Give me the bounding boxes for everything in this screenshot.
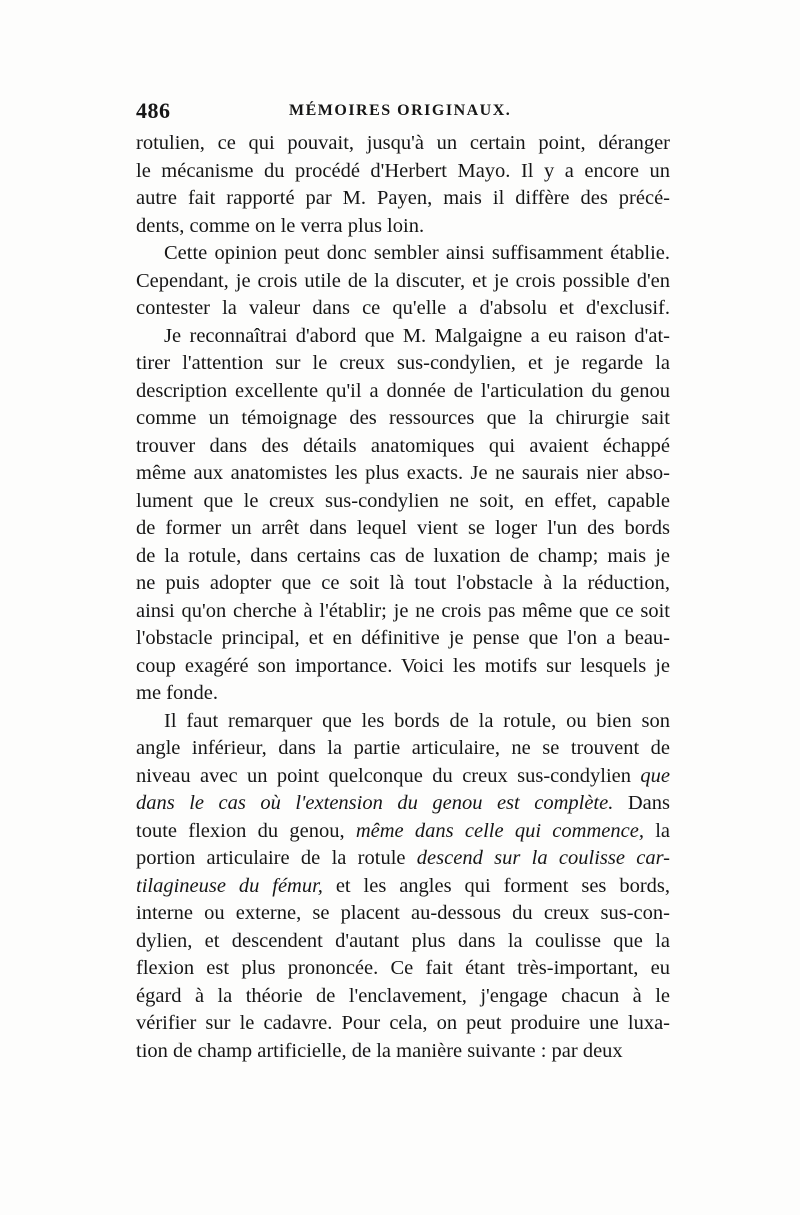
text-line <box>136 790 670 818</box>
text-line <box>136 735 670 763</box>
text-segment: Il faut remarquer que les bords de la rotule, ou bien son <box>164 709 670 732</box>
text-line <box>136 1010 670 1038</box>
text-segment: l'obstacle principal, et en définitive je pense que l'on a beau- <box>136 627 670 649</box>
text-segment: Dans <box>613 792 670 814</box>
text-segment: me fonde. <box>136 682 218 704</box>
text-line <box>136 130 670 158</box>
text-segment: vérifier sur le cadavre. Pour cela, on peut produire une luxa- <box>136 1012 670 1034</box>
text-segment: comme un témoignage des ressources que la chirurgie sait <box>136 407 670 429</box>
text-line <box>136 488 670 516</box>
page-number: 486 <box>136 98 171 123</box>
text-segment: autre fait rapporté par M. Payen, mais il diffère des précé- <box>136 187 670 209</box>
text-line <box>136 213 670 241</box>
text-line <box>136 433 670 461</box>
italic-text: tilagineuse du fémur, <box>136 874 323 897</box>
text-line <box>136 653 670 681</box>
text-line <box>136 323 670 351</box>
text-line <box>136 268 670 296</box>
text-line <box>136 378 670 406</box>
text-segment: lument que le creux sus-condylien ne soit, en effet, capable <box>136 489 670 512</box>
body-text <box>136 130 670 1065</box>
text-line <box>136 185 670 213</box>
text-segment: interne ou externe, se placent au-dessous du creux sus-con- <box>136 902 670 924</box>
text-line <box>136 763 670 791</box>
text-segment: la <box>643 819 671 842</box>
text-segment: de la rotule, dans certains cas de luxation de champ; mais je <box>136 544 670 567</box>
text-line <box>136 515 670 543</box>
text-line <box>136 873 670 901</box>
running-title: MÉMOIRES ORIGINAUX. <box>289 102 512 119</box>
text-line <box>136 900 670 928</box>
text-line <box>136 158 670 186</box>
text-line <box>136 1038 670 1066</box>
text-line <box>136 845 670 873</box>
text-segment: contester la valeur dans ce qu'elle a d'absolu et d'exclusif. <box>136 297 670 319</box>
text-segment: le mécanisme du procédé d'Herbert Mayo. Il y a encore un <box>136 159 670 182</box>
text-segment: Cependant, je crois utile de la discuter, et je crois possible d'en <box>136 269 670 292</box>
text-line <box>136 405 670 433</box>
text-segment: flexion est plus prononcée. Ce fait étant très-important, eu <box>136 957 670 979</box>
text-line <box>136 625 670 653</box>
text-segment: tion de champ artificielle, de la manière suivante : par deux <box>136 1039 623 1062</box>
text-segment: dents, comme on le verra plus loin. <box>136 214 425 237</box>
text-segment: description excellente qu'il a donnée de l'articulation du genou <box>136 379 670 402</box>
italic-text: même dans celle qui commence, <box>355 819 644 842</box>
text-segment: angle inférieur, dans la partie articulaire, ne se trouvent de <box>136 737 670 759</box>
text-line <box>136 240 670 268</box>
text-segment: dylien, et descendent d'autant plus dans la coulisse que la <box>136 929 670 952</box>
text-segment: même aux anatomistes les plus exacts. Je ne saurais nier abso- <box>136 462 670 484</box>
text-segment: trouver dans des détails anatomiques qui avaient échappé <box>136 434 670 457</box>
text-segment: Cette opinion peut donc sembler ainsi suffisamment établie. <box>164 242 670 264</box>
text-line <box>136 350 670 378</box>
text-line <box>136 818 670 846</box>
text-line <box>136 955 670 983</box>
text-segment: tirer l'attention sur le creux sus-condylien, et je regarde la <box>136 352 670 374</box>
text-segment: ainsi qu'on cherche à l'établir; je ne crois pas même que ce soit <box>136 599 670 622</box>
text-line <box>136 295 670 323</box>
italic-text: descend sur la coulisse car- <box>416 847 670 869</box>
text-segment: de former un arrêt dans lequel vient se loger l'un des bords <box>136 517 670 539</box>
text-segment: et les angles qui forment ses bords, <box>322 874 670 897</box>
text-line <box>136 680 670 708</box>
text-line <box>136 983 670 1011</box>
running-head <box>136 98 672 126</box>
text-segment: toute flexion du genou, <box>136 819 356 842</box>
text-segment: rotulien, ce qui pouvait, jusqu'à un certain point, déranger <box>136 132 670 154</box>
text-line <box>136 570 670 598</box>
text-line <box>136 598 670 626</box>
text-segment: coup exagéré son importance. Voici les motifs sur lesquels je <box>136 654 670 677</box>
text-line <box>136 928 670 956</box>
text-line <box>136 460 670 488</box>
text-segment: Je reconnaîtrai d'abord que M. Malgaigne a eu raison d'at- <box>164 324 670 347</box>
text-segment: niveau avec un point quelconque du creux sus-condylien <box>136 764 641 787</box>
italic-text: dans le cas où l'extension du genou est complète. <box>136 792 614 814</box>
text-line <box>136 708 670 736</box>
text-segment: égard à la théorie de l'enclavement, j'engage chacun à le <box>136 984 670 1007</box>
text-segment: ne puis adopter que ce soit là tout l'obstacle à la réduction, <box>136 572 670 594</box>
italic-text: que <box>640 764 670 787</box>
text-line <box>136 543 670 571</box>
text-segment: portion articulaire de la rotule <box>136 847 417 869</box>
